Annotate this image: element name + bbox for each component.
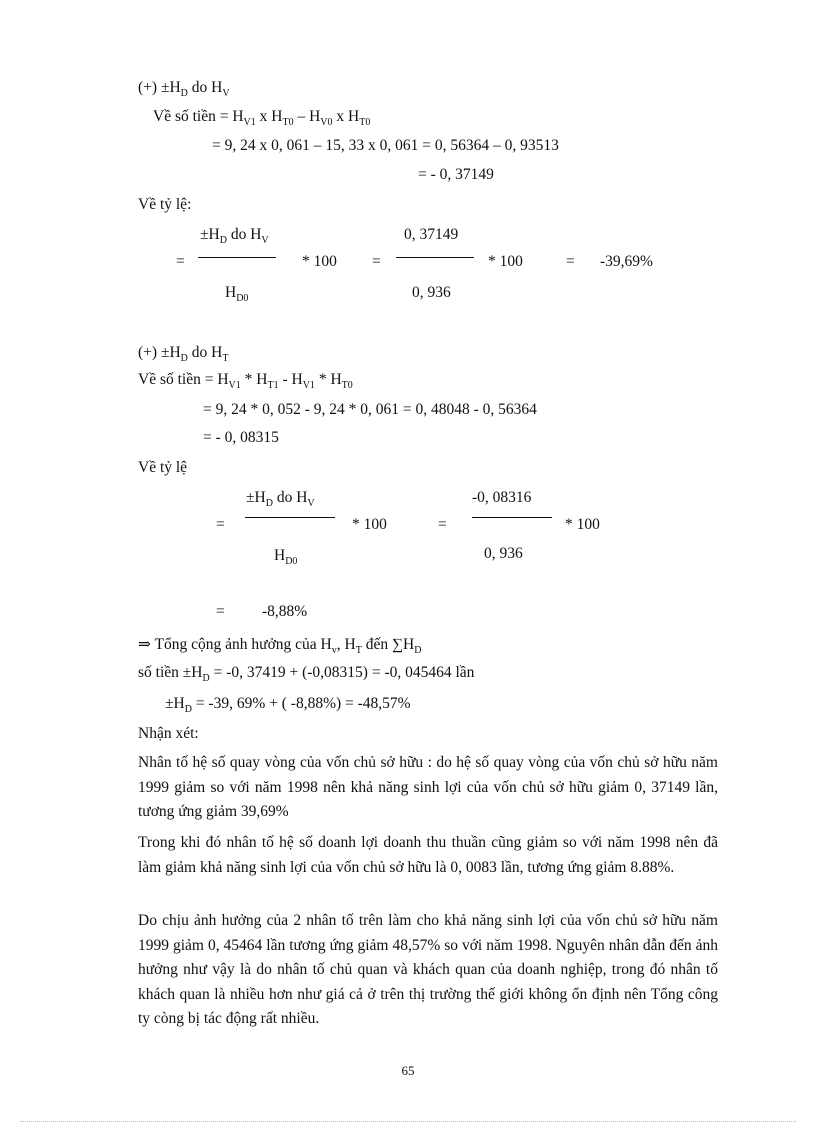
remarks-paragraph-3: Do chịu ảnh hưởng của 2 nhân tố trên làm cho khả năng sinh lợi của vốn chủ sở hữu năm 1999 giảm 0, 45464 lần tương ứng giảm 48,57% so với năm 1998. Nguyên nhân dẫn đến ảnh hưởng như vậy là do nhân tố chủ quan và khách quan của doanh nghiệp, trong đó nhân tố khách quan là nhiều hơn như giá cả ở trên thị trường thế giới không ổn định nên Tổng công ty còng bị tác động rất nhiều. — [138, 912, 718, 1027]
total-effect-line: ⇒ Tổng cộng ảnh hưởng của $H_v$, $H_T$ đến $\sum H_D$ — [138, 636, 422, 656]
section1-result-line: = - 0, 37149 — [418, 166, 494, 183]
section1-ratio-label: Về tỷ lệ: — [138, 196, 192, 213]
page-bottom-divider — [20, 1121, 796, 1122]
section1-equals-3: = — [566, 253, 575, 270]
section2-heading: (+) $\pm H_D$ do $H_T$ — [138, 344, 229, 364]
section1-fraction1-numerator: $\pm H_D$ do $H_V$ — [200, 226, 269, 246]
section1-final-result: -39,69% — [600, 253, 653, 270]
section2-fraction2-numerator: -0, 08316 — [472, 489, 532, 506]
section1-heading: (+) $\pm H_D$ do $H_V$ — [138, 79, 230, 99]
section2-ratio-label: Về tỷ lệ — [138, 459, 188, 476]
remarks-title: Nhận xét: — [138, 725, 199, 742]
section2-money-formula: Về số tiền = $H_{V1} * H_{T1} - H_{V1} * H_{T0}$ — [138, 371, 353, 391]
section1-fraction1-denominator: $H_{D0}$ — [225, 284, 249, 304]
section2-fraction1-bar — [245, 517, 335, 518]
section1-equals-2: = — [372, 253, 381, 270]
total-ratio-line: $\pm H_D = -39$, 69% + ( -8,88%) = -48,57% — [165, 695, 411, 715]
section2-equals-1: = — [216, 516, 225, 533]
section1-money-formula: Về số tiền = $H_{V1}$ x $H_{T0} - H_{V0}$ x $H_{T0}$ — [153, 108, 371, 128]
section1-fraction2-numerator: 0, 37149 — [404, 226, 459, 243]
section2-result-line: = - 0, 08315 — [203, 429, 279, 446]
section1-fraction2-bar — [396, 257, 474, 258]
section2-fraction1-denominator: $H_{D0}$ — [274, 547, 298, 567]
section1-multiplier-2: * 100 — [488, 253, 523, 270]
section1-fraction1-bar — [198, 257, 276, 258]
section2-final-result: -8,88% — [262, 603, 308, 620]
total-money-line: số tiền $\pm H_D = -0$, 37419 + (-0,08315) = -0, 045464 lần — [138, 664, 475, 684]
section1-multiplier-1: * 100 — [302, 253, 337, 270]
section2-multiplier-1: * 100 — [352, 516, 387, 533]
section1-fraction2-denominator: 0, 936 — [412, 284, 451, 301]
section1-equals-1: = — [176, 253, 185, 270]
section2-fraction2-denominator: 0, 936 — [484, 545, 523, 562]
section2-final-equals: = — [216, 603, 225, 620]
page-number: 65 — [401, 1063, 415, 1078]
remarks-paragraph-2: Trong khi đó nhân tố hệ số doanh lợi doanh thu thuần cũng giảm so với năm 1998 nên đã làm giảm khả năng sinh lợi của vốn chủ sở hữu là 0, 0083 lần, tương ứng giảm 8.88%. — [138, 834, 718, 876]
section2-fraction1-numerator: $\pm H_D$ do $H_V$ — [246, 489, 315, 509]
remarks-paragraph-1: Nhân tố hệ số quay vòng của vốn chủ sở hữu : do hệ số quay vòng của vốn chủ sở hữu năm 1999 giảm so với năm 1998 nên khả năng sinh lợi của vốn chủ sở hữu giảm 0, 37149 lần, tương ứng giảm 39,69% — [138, 754, 718, 820]
section1-calc-line: = 9, 24 x 0, 061 – 15, 33 x 0, 061 = 0, 56364 – 0, 93513 — [212, 137, 559, 154]
section2-multiplier-2: * 100 — [565, 516, 600, 533]
section2-fraction2-bar — [472, 517, 552, 518]
section2-equals-2: = — [438, 516, 447, 533]
section2-calc-line: = 9, 24 * 0, 052 - 9, 24 * 0, 061 = 0, 48048 - 0, 56364 — [203, 401, 537, 418]
